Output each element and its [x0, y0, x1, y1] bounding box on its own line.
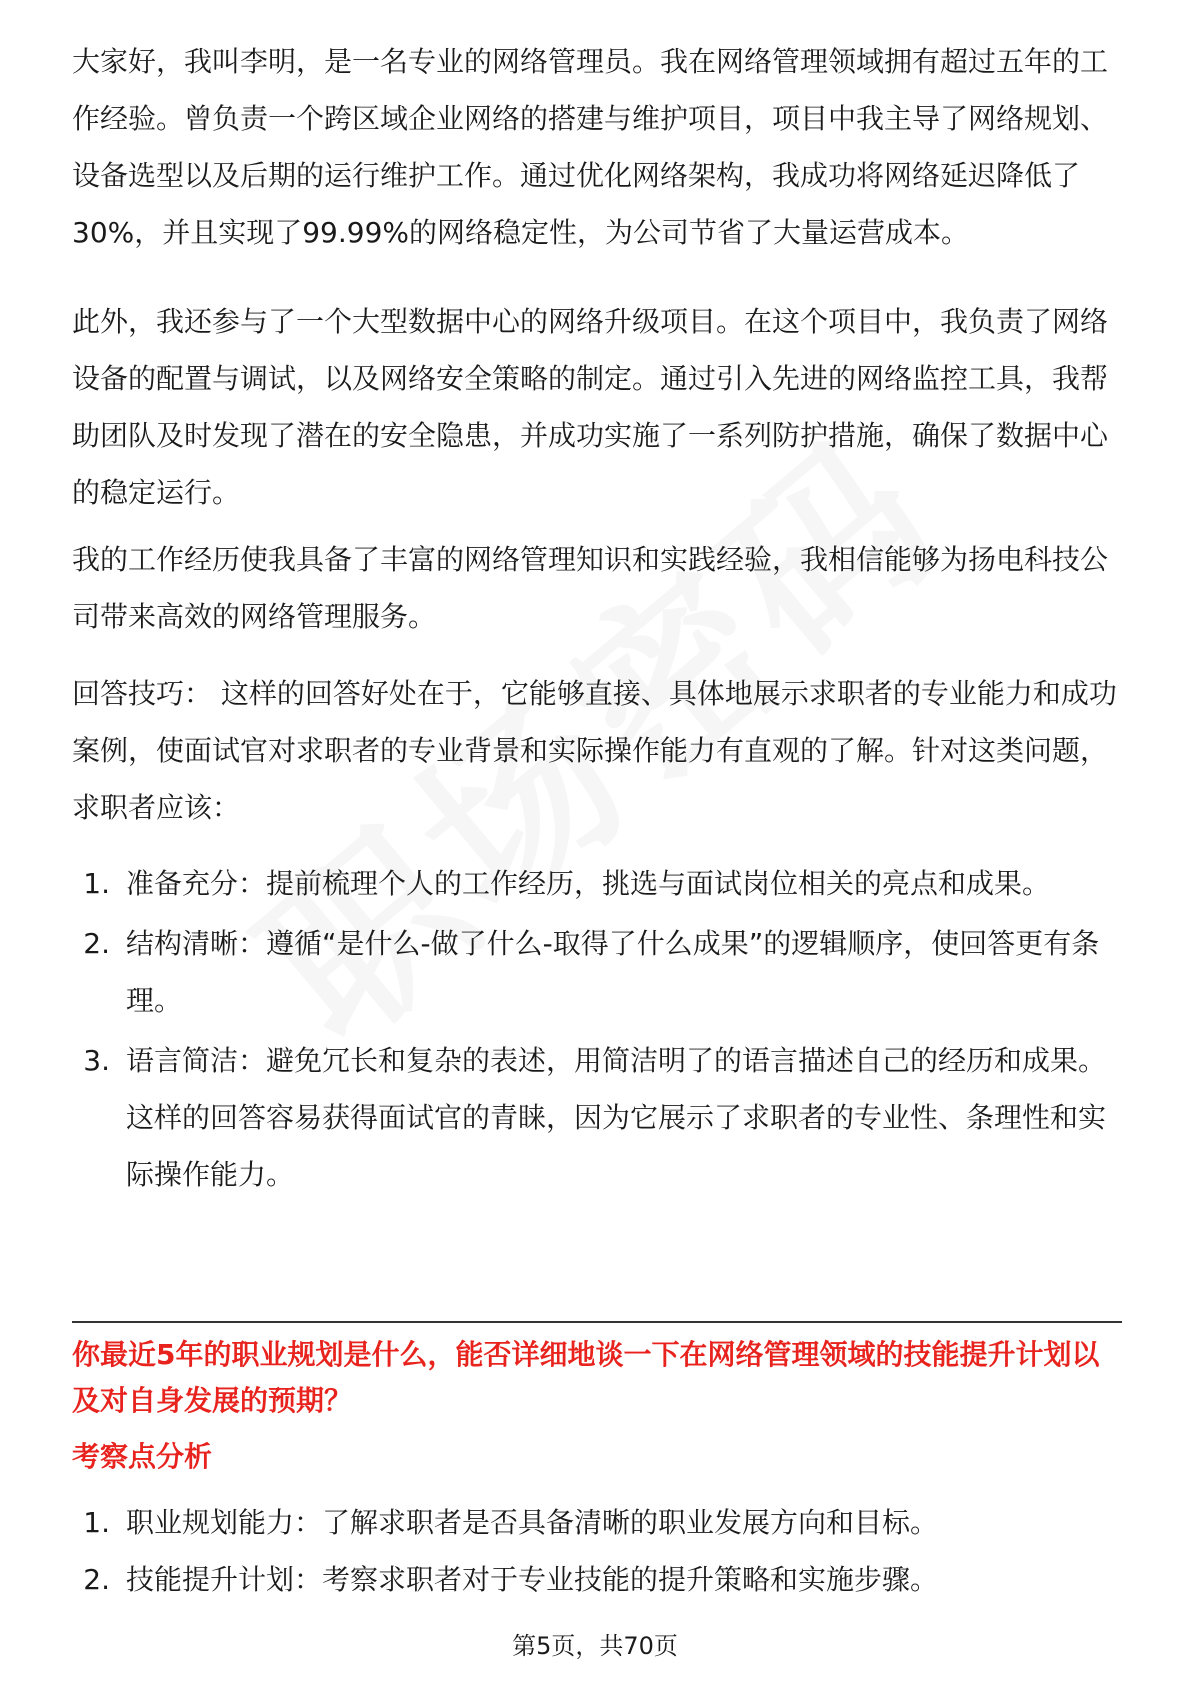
list-item [72, 1032, 1122, 1203]
interview-question: 你最近5年的职业规划是什么，能否详细地谈一下在网络管理领域的技能提升计划以及对自身发展的预期？ [72, 1338, 1100, 1417]
list-number: 2. [83, 927, 110, 960]
section-divider [72, 1321, 1122, 1323]
answer-paragraph-2: 此外，我还参与了一个大型数据中心的网络升级项目。在这个项目中，我负责了网络设备的配置与调试，以及网络安全策略的制定。通过引入先进的网络监控工具，我帮助团队及时发现了潜在的安全隐患，并成功实施了一系列防护措施，确保了数据中心的稳定运行。 [72, 305, 1109, 509]
list-number: 3. [83, 1044, 110, 1077]
list-text: 职业规划能力：了解求职者是否具备清晰的职业发展方向和目标。 [126, 1506, 939, 1539]
list-item [72, 1551, 1122, 1608]
list-number: 1. [83, 867, 110, 900]
analysis-list [72, 1494, 1122, 1608]
list-item [72, 915, 1122, 1029]
tips-list [72, 855, 1122, 1203]
answer-paragraph-1: 大家好，我叫李明，是一名专业的网络管理员。我在网络管理领域拥有超过五年的工作经验。曾负责一个跨区域企业网络的搭建与维护项目，项目中我主导了网络规划、设备选型以及后期的运行维护工作。通过优化网络架构，我成功将网络延迟降低了30%，并且实现了99.99%的网络稳定性，为公司节省了大量运营成本。 [72, 45, 1109, 249]
list-item [72, 1494, 1122, 1551]
answer-tips-paragraph: 回答技巧： 这样的回答好处在于，它能够直接、具体地展示求职者的专业能力和成功案例，使面试官对求职者的专业背景和实际操作能力有直观的了解。针对这类问题，求职者应该： [72, 677, 1117, 824]
list-item [72, 855, 1122, 912]
list-text: 结构清晰：遵循“是什么-做了什么-取得了什么成果”的逻辑顺序，使回答更有条理。 [126, 927, 1100, 1017]
page-footer: 第5页，共70页 [512, 1632, 678, 1660]
analysis-heading: 考察点分析 [72, 1440, 213, 1473]
list-text: 技能提升计划：考察求职者对于专业技能的提升策略和实施步骤。 [126, 1563, 939, 1596]
list-number: 2. [83, 1563, 110, 1596]
list-number: 1. [83, 1506, 110, 1539]
list-text: 语言简洁：避免冗长和复杂的表述，用简洁明了的语言描述自己的经历和成果。 这样的回答容易获得面试官的青睐，因为它展示了求职者的专业性、条理性和实际操作能力。 [126, 1044, 1107, 1191]
list-text: 准备充分：提前梳理个人的工作经历，挑选与面试岗位相关的亮点和成果。 [126, 867, 1051, 900]
answer-paragraph-3: 我的工作经历使我具备了丰富的网络管理知识和实践经验，我相信能够为扬电科技公司带来高效的网络管理服务。 [72, 543, 1109, 633]
